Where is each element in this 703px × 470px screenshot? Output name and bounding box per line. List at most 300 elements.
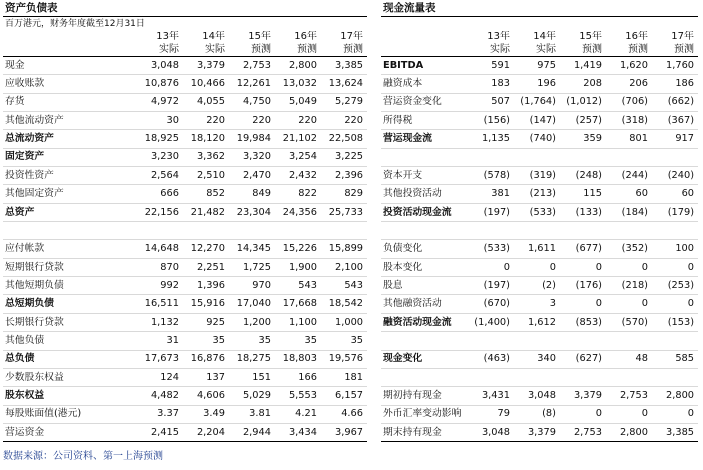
cash-flow-cell: 186	[652, 75, 698, 93]
balance-sheet-cell: 35	[275, 332, 321, 350]
balance-sheet-row-label: 其他负债	[3, 332, 137, 350]
cash-flow-row-label: 负债变化	[381, 240, 468, 258]
balance-sheet-cell: 220	[229, 112, 275, 130]
balance-sheet-row-label: 现金	[3, 57, 137, 75]
balance-sheet-cell: 21,482	[183, 203, 229, 221]
balance-sheet-row	[3, 240, 367, 258]
cash-flow-cell: (176)	[560, 277, 606, 295]
balance-sheet-row-label: 少数股东权益	[3, 368, 137, 386]
balance-sheet-year-header: 17年	[340, 31, 364, 42]
cash-flow-type-header: 预测	[674, 43, 695, 55]
cash-flow-cell	[652, 332, 698, 350]
balance-sheet-cell: 3,434	[275, 423, 321, 441]
balance-sheet-year-header: 16年	[294, 31, 317, 42]
source-note: 数据来源：公司资料、第一上海预测	[3, 451, 163, 462]
cash-flow-row-label: 其他投资活动	[381, 185, 468, 203]
balance-sheet-cell: 10,466	[183, 75, 229, 93]
balance-sheet-cell: 970	[229, 277, 275, 295]
cash-flow-cell: (578)	[468, 167, 514, 185]
cash-flow-cell: 3,048	[468, 423, 514, 441]
cash-flow-cell	[606, 332, 652, 350]
balance-sheet-cell: 17,673	[137, 350, 183, 368]
balance-sheet-row-label: 每股账面值(港元)	[3, 405, 137, 423]
cash-flow-cell: 3,379	[514, 423, 560, 441]
balance-sheet-row	[3, 93, 367, 111]
cash-flow-cell	[560, 148, 606, 166]
cash-flow-cell: 1,419	[560, 57, 606, 75]
balance-sheet-cell: 3,254	[275, 148, 321, 166]
cash-flow-cell	[514, 368, 560, 386]
cash-flow-cell: 0	[652, 295, 698, 313]
balance-sheet-cell	[275, 222, 321, 240]
cash-flow-row	[381, 368, 698, 386]
cash-flow-cell: 2,800	[652, 387, 698, 405]
cash-flow-row-label: 股本变化	[381, 258, 468, 276]
balance-sheet-row-label: 投资性资产	[3, 167, 137, 185]
cash-flow-cell: (533)	[514, 203, 560, 221]
balance-sheet-cell: 3,967	[321, 423, 367, 441]
cash-flow-cell	[560, 222, 606, 240]
cash-flow-cell	[514, 148, 560, 166]
cash-flow-cell: 2,753	[606, 387, 652, 405]
balance-sheet-cell: 2,564	[137, 167, 183, 185]
balance-sheet-cell: 849	[229, 185, 275, 203]
balance-sheet-cell: 3.49	[183, 405, 229, 423]
cash-flow-cell	[514, 332, 560, 350]
balance-sheet-type-header: 预测	[251, 43, 271, 55]
balance-sheet-cell: 5,029	[229, 387, 275, 405]
cash-flow-row-label: EBITDA	[381, 57, 468, 75]
cash-flow-cell: (1,400)	[468, 313, 514, 331]
cash-flow-cell: (184)	[606, 203, 652, 221]
cash-flow-cell: 60	[606, 185, 652, 203]
cash-flow-year-header: 14年	[533, 31, 556, 42]
cash-flow-cell: 507	[468, 93, 514, 111]
balance-sheet-cell: 543	[275, 277, 321, 295]
balance-sheet-cell: 19,576	[321, 350, 367, 368]
cash-flow-cell: (319)	[514, 167, 560, 185]
cash-flow-cell: (533)	[468, 240, 514, 258]
cash-flow-cell: (740)	[514, 130, 560, 148]
cash-flow-cell: (147)	[514, 112, 560, 130]
cash-flow-cell: (1,764)	[514, 93, 560, 111]
balance-sheet-cell: 3,320	[229, 148, 275, 166]
cash-flow-row-label: 期末持有现金	[381, 423, 468, 441]
balance-sheet-row-label	[3, 222, 137, 240]
balance-sheet-cell: 31	[137, 332, 183, 350]
balance-sheet-row	[3, 57, 367, 75]
cash-flow-cell: (463)	[468, 350, 514, 368]
balance-sheet-table	[3, 0, 367, 442]
cash-flow-cell	[560, 368, 606, 386]
balance-sheet-cell: 14,648	[137, 240, 183, 258]
cash-flow-row	[381, 240, 698, 258]
cash-flow-cell: 0	[514, 258, 560, 276]
balance-sheet-cell: 2,510	[183, 167, 229, 185]
balance-sheet-cell: 666	[137, 185, 183, 203]
cash-flow-cell	[560, 332, 606, 350]
balance-sheet-cell: 35	[229, 332, 275, 350]
cash-flow-cell: 1,611	[514, 240, 560, 258]
cash-flow-row-label: 融资活动现金流	[381, 313, 468, 331]
balance-sheet-cell: 220	[183, 112, 229, 130]
balance-sheet-cell: 19,984	[229, 130, 275, 148]
balance-sheet-row-label: 股东权益	[3, 387, 137, 405]
balance-sheet-cell: 17,668	[275, 295, 321, 313]
balance-sheet-row-label: 长期银行贷款	[3, 313, 137, 331]
cash-flow-row	[381, 387, 698, 405]
balance-sheet-row	[3, 368, 367, 386]
cash-flow-cell: 183	[468, 75, 514, 93]
cash-flow-row-label: 资本开支	[381, 167, 468, 185]
cash-flow-row-label: 现金变化	[381, 350, 468, 368]
balance-sheet-cell: 18,120	[183, 130, 229, 148]
cash-flow-cell: (367)	[652, 112, 698, 130]
balance-sheet-row-label: 应收账款	[3, 75, 137, 93]
balance-sheet-cell: 10,876	[137, 75, 183, 93]
balance-sheet-cell: 35	[321, 332, 367, 350]
cash-flow-cell: 206	[606, 75, 652, 93]
balance-sheet-cell: 4,055	[183, 93, 229, 111]
cash-flow-row-label: 股息	[381, 277, 468, 295]
balance-sheet-row	[3, 112, 367, 130]
cash-flow-row-label: 营运现金流	[381, 130, 468, 148]
balance-sheet-cell: 4,606	[183, 387, 229, 405]
balance-sheet-cell: 18,275	[229, 350, 275, 368]
balance-sheet-cell: 151	[229, 368, 275, 386]
balance-sheet-cell: 2,753	[229, 57, 275, 75]
balance-sheet-row-label: 应付帐款	[3, 240, 137, 258]
balance-sheet-cell: 124	[137, 368, 183, 386]
cash-flow-row-label: 营运资金变化	[381, 93, 468, 111]
balance-sheet-row-label: 短期银行贷款	[3, 258, 137, 276]
balance-sheet-year-header: 14年	[202, 31, 225, 42]
cash-flow-cell: 196	[514, 75, 560, 93]
balance-sheet-row-label: 其他流动资产	[3, 112, 137, 130]
balance-sheet-cell: 3,385	[321, 57, 367, 75]
balance-sheet-cell: 3,225	[321, 148, 367, 166]
cash-flow-cell: 801	[606, 130, 652, 148]
balance-sheet-row	[3, 258, 367, 276]
cash-flow-cell: (662)	[652, 93, 698, 111]
balance-sheet-row-label: 总资产	[3, 203, 137, 221]
cash-flow-type-header: 实际	[536, 43, 556, 55]
balance-sheet-cell: 24,356	[275, 203, 321, 221]
cash-flow-cell	[468, 368, 514, 386]
balance-sheet-year-header: 15年	[248, 31, 271, 42]
balance-sheet-row	[3, 185, 367, 203]
balance-sheet-cell: 822	[275, 185, 321, 203]
balance-sheet-cell: 925	[183, 313, 229, 331]
cash-flow-row-label: 所得税	[381, 112, 468, 130]
cash-flow-row	[381, 295, 698, 313]
balance-sheet-type-header: 实际	[159, 43, 179, 55]
balance-sheet-row	[3, 423, 367, 441]
cash-flow-row	[381, 203, 698, 221]
cash-flow-cell: 100	[652, 240, 698, 258]
balance-sheet-row	[3, 148, 367, 166]
cash-flow-year-header-row	[381, 31, 698, 43]
cash-flow-cell: 3,379	[560, 387, 606, 405]
balance-sheet-cell: 22,156	[137, 203, 183, 221]
balance-sheet-cell: 220	[321, 112, 367, 130]
balance-sheet-subtitle-row	[3, 17, 367, 32]
cash-flow-cell: 3,431	[468, 387, 514, 405]
cash-flow-cell: 1,612	[514, 313, 560, 331]
cash-flow-cell: (197)	[468, 203, 514, 221]
cash-flow-cell: 79	[468, 405, 514, 423]
cash-flow-cell: 2,800	[606, 423, 652, 441]
balance-sheet-cell: 181	[321, 368, 367, 386]
balance-sheet-row-label: 固定资产	[3, 148, 137, 166]
cash-flow-row	[381, 148, 698, 166]
cash-flow-cell: 60	[652, 185, 698, 203]
cash-flow-row	[381, 350, 698, 368]
balance-sheet-cell: 6,157	[321, 387, 367, 405]
cash-flow-cell: (570)	[606, 313, 652, 331]
cash-flow-cell: 359	[560, 130, 606, 148]
cash-flow-row	[381, 332, 698, 350]
cash-flow-cell: (8)	[514, 405, 560, 423]
balance-sheet-cell: 1,725	[229, 258, 275, 276]
cash-flow-table	[381, 0, 698, 442]
balance-sheet-row-label: 存货	[3, 93, 137, 111]
balance-sheet-year-header-row	[3, 31, 367, 43]
balance-sheet-cell: 4,972	[137, 93, 183, 111]
balance-sheet-cell: 12,261	[229, 75, 275, 93]
balance-sheet-cell: 829	[321, 185, 367, 203]
cash-flow-cell: (244)	[606, 167, 652, 185]
cash-flow-cell: 3,385	[652, 423, 698, 441]
balance-sheet-cell: 166	[275, 368, 321, 386]
balance-sheet-cell: 3.37	[137, 405, 183, 423]
cash-flow-row-label: 外币汇率变动影响	[381, 405, 468, 423]
balance-sheet-row-label: 其他固定资产	[3, 185, 137, 203]
cash-flow-title: 现金流量表	[381, 0, 698, 17]
balance-sheet-row-label: 总负债	[3, 350, 137, 368]
balance-sheet-cell: 1,100	[275, 313, 321, 331]
balance-sheet-cell: 22,508	[321, 130, 367, 148]
balance-sheet-cell	[229, 222, 275, 240]
cash-flow-cell: 591	[468, 57, 514, 75]
balance-sheet-cell: 4,482	[137, 387, 183, 405]
balance-sheet-row-label: 营运资金	[3, 423, 137, 441]
cash-flow-row	[381, 112, 698, 130]
balance-sheet-cell: 14,345	[229, 240, 275, 258]
balance-sheet-cell: 2,396	[321, 167, 367, 185]
cash-flow-row	[381, 130, 698, 148]
cash-flow-cell: 0	[560, 258, 606, 276]
cash-flow-row-label: 融资成本	[381, 75, 468, 93]
cash-flow-row	[381, 222, 698, 240]
cash-flow-cell: (352)	[606, 240, 652, 258]
cash-flow-cell: (670)	[468, 295, 514, 313]
balance-sheet-cell	[137, 222, 183, 240]
cash-flow-cell: (156)	[468, 112, 514, 130]
cash-flow-cell	[652, 368, 698, 386]
balance-sheet-subtitle: 百万港元，财务年度截至12月31日	[5, 18, 145, 29]
cash-flow-cell: 585	[652, 350, 698, 368]
cash-flow-cell: 1,135	[468, 130, 514, 148]
cash-flow-cell: (213)	[514, 185, 560, 203]
cash-flow-row	[381, 313, 698, 331]
cash-flow-row-label	[381, 222, 468, 240]
balance-sheet-title-row	[3, 0, 367, 17]
balance-sheet-type-header: 实际	[205, 43, 225, 55]
cash-flow-cell: 1,760	[652, 57, 698, 75]
balance-sheet-cell: 1,200	[229, 313, 275, 331]
cash-flow-cell	[468, 148, 514, 166]
cash-flow-row	[381, 258, 698, 276]
cash-flow-cell: 381	[468, 185, 514, 203]
cash-flow-cell: (257)	[560, 112, 606, 130]
cash-flow-row-label	[381, 332, 468, 350]
balance-sheet-cell: 1,396	[183, 277, 229, 295]
cash-flow-cell: 340	[514, 350, 560, 368]
balance-sheet-cell: 4.66	[321, 405, 367, 423]
cash-flow-cell: (179)	[652, 203, 698, 221]
balance-sheet-cell: 2,944	[229, 423, 275, 441]
balance-sheet-cell	[321, 222, 367, 240]
balance-sheet-cell: 23,304	[229, 203, 275, 221]
balance-sheet-cell: 18,925	[137, 130, 183, 148]
cash-flow-cell: 2,753	[560, 423, 606, 441]
cash-flow-cell	[652, 222, 698, 240]
cash-flow-row-label: 投资活动现金流	[381, 203, 468, 221]
cash-flow-cell: (248)	[560, 167, 606, 185]
cash-flow-title-row	[381, 0, 698, 17]
cash-flow-cell: (627)	[560, 350, 606, 368]
balance-sheet-cell: 4,750	[229, 93, 275, 111]
cash-flow-cell: (218)	[606, 277, 652, 295]
balance-sheet-cell: 3,230	[137, 148, 183, 166]
cash-flow-year-header: 16年	[625, 31, 648, 42]
cash-flow-cell: (677)	[560, 240, 606, 258]
cash-flow-cell: (253)	[652, 277, 698, 295]
balance-sheet-row	[3, 313, 367, 331]
balance-sheet-cell: 25,733	[321, 203, 367, 221]
balance-sheet-cell: 5,279	[321, 93, 367, 111]
balance-sheet-cell: 5,049	[275, 93, 321, 111]
cash-flow-row	[381, 57, 698, 75]
cash-flow-row	[381, 423, 698, 441]
balance-sheet-cell: 16,511	[137, 295, 183, 313]
balance-sheet-row	[3, 332, 367, 350]
cash-flow-cell: (318)	[606, 112, 652, 130]
cash-flow-cell: 0	[560, 295, 606, 313]
cash-flow-cell: 3	[514, 295, 560, 313]
balance-sheet-cell: 17,040	[229, 295, 275, 313]
balance-sheet-cell: 3.81	[229, 405, 275, 423]
cash-flow-cell	[468, 222, 514, 240]
balance-sheet-cell: 4.21	[275, 405, 321, 423]
balance-sheet-cell: 15,916	[183, 295, 229, 313]
cash-flow-cell	[606, 368, 652, 386]
balance-sheet-cell: 2,100	[321, 258, 367, 276]
balance-sheet-cell: 21,102	[275, 130, 321, 148]
balance-sheet-cell: 35	[183, 332, 229, 350]
balance-sheet-type-header: 预测	[297, 43, 317, 55]
balance-sheet-row-label: 总短期负债	[3, 295, 137, 313]
balance-sheet-cell: 30	[137, 112, 183, 130]
cash-flow-subtitle-row	[381, 17, 698, 32]
balance-sheet-row	[3, 387, 367, 405]
cash-flow-type-header: 实际	[490, 43, 510, 55]
balance-sheet-row	[3, 405, 367, 423]
cash-flow-year-header: 13年	[487, 31, 510, 42]
cash-flow-cell: 0	[606, 258, 652, 276]
cash-flow-row	[381, 185, 698, 203]
balance-sheet-cell: 992	[137, 277, 183, 295]
cash-flow-cell: 917	[652, 130, 698, 148]
cash-flow-type-header: 预测	[628, 43, 648, 55]
balance-sheet-type-header: 预测	[343, 43, 364, 55]
cash-flow-cell: 0	[652, 258, 698, 276]
balance-sheet-row	[3, 75, 367, 93]
balance-sheet-cell	[183, 222, 229, 240]
cash-flow-year-header: 17年	[671, 31, 695, 42]
balance-sheet-year-header: 13年	[156, 31, 179, 42]
balance-sheet-cell: 15,899	[321, 240, 367, 258]
cash-flow-cell: 0	[652, 405, 698, 423]
balance-sheet-cell: 3,362	[183, 148, 229, 166]
cash-flow-cell	[514, 222, 560, 240]
cash-flow-row	[381, 167, 698, 185]
cash-flow-cell: (853)	[560, 313, 606, 331]
cash-flow-row-label: 其他融资活动	[381, 295, 468, 313]
cash-flow-row	[381, 405, 698, 423]
balance-sheet-cell: 2,432	[275, 167, 321, 185]
cash-flow-row-label	[381, 148, 468, 166]
balance-sheet-row-label: 其他短期负债	[3, 277, 137, 295]
balance-sheet-cell: 852	[183, 185, 229, 203]
cash-flow-cell: (240)	[652, 167, 698, 185]
cash-flow-cell: 0	[606, 405, 652, 423]
cash-flow-row-label: 期初持有现金	[381, 387, 468, 405]
balance-sheet-row	[3, 222, 367, 240]
cash-flow-cell: 0	[468, 258, 514, 276]
balance-sheet-cell: 1,132	[137, 313, 183, 331]
cash-flow-year-header: 15年	[579, 31, 602, 42]
balance-sheet-row	[3, 130, 367, 148]
balance-sheet-cell: 137	[183, 368, 229, 386]
balance-sheet-row	[3, 167, 367, 185]
balance-sheet-cell: 3,379	[183, 57, 229, 75]
cash-flow-row	[381, 75, 698, 93]
balance-sheet-cell: 15,226	[275, 240, 321, 258]
cash-flow-cell: 115	[560, 185, 606, 203]
balance-sheet-row-label: 总流动资产	[3, 130, 137, 148]
balance-sheet-title: 资产负债表	[3, 0, 367, 17]
balance-sheet-cell: 12,270	[183, 240, 229, 258]
balance-sheet-row	[3, 277, 367, 295]
balance-sheet-cell: 5,553	[275, 387, 321, 405]
balance-sheet-cell: 18,803	[275, 350, 321, 368]
cash-flow-row	[381, 93, 698, 111]
cash-flow-cell	[468, 332, 514, 350]
balance-sheet-cell: 2,415	[137, 423, 183, 441]
balance-sheet-cell: 13,032	[275, 75, 321, 93]
cash-flow-row	[381, 277, 698, 295]
cash-flow-row-label	[381, 368, 468, 386]
balance-sheet-row	[3, 203, 367, 221]
balance-sheet-cell: 13,624	[321, 75, 367, 93]
cash-flow-cell: 0	[606, 295, 652, 313]
cash-flow-cell: 1,620	[606, 57, 652, 75]
balance-sheet-cell: 18,542	[321, 295, 367, 313]
balance-sheet-type-header-row	[3, 43, 367, 57]
cash-flow-cell: (2)	[514, 277, 560, 295]
